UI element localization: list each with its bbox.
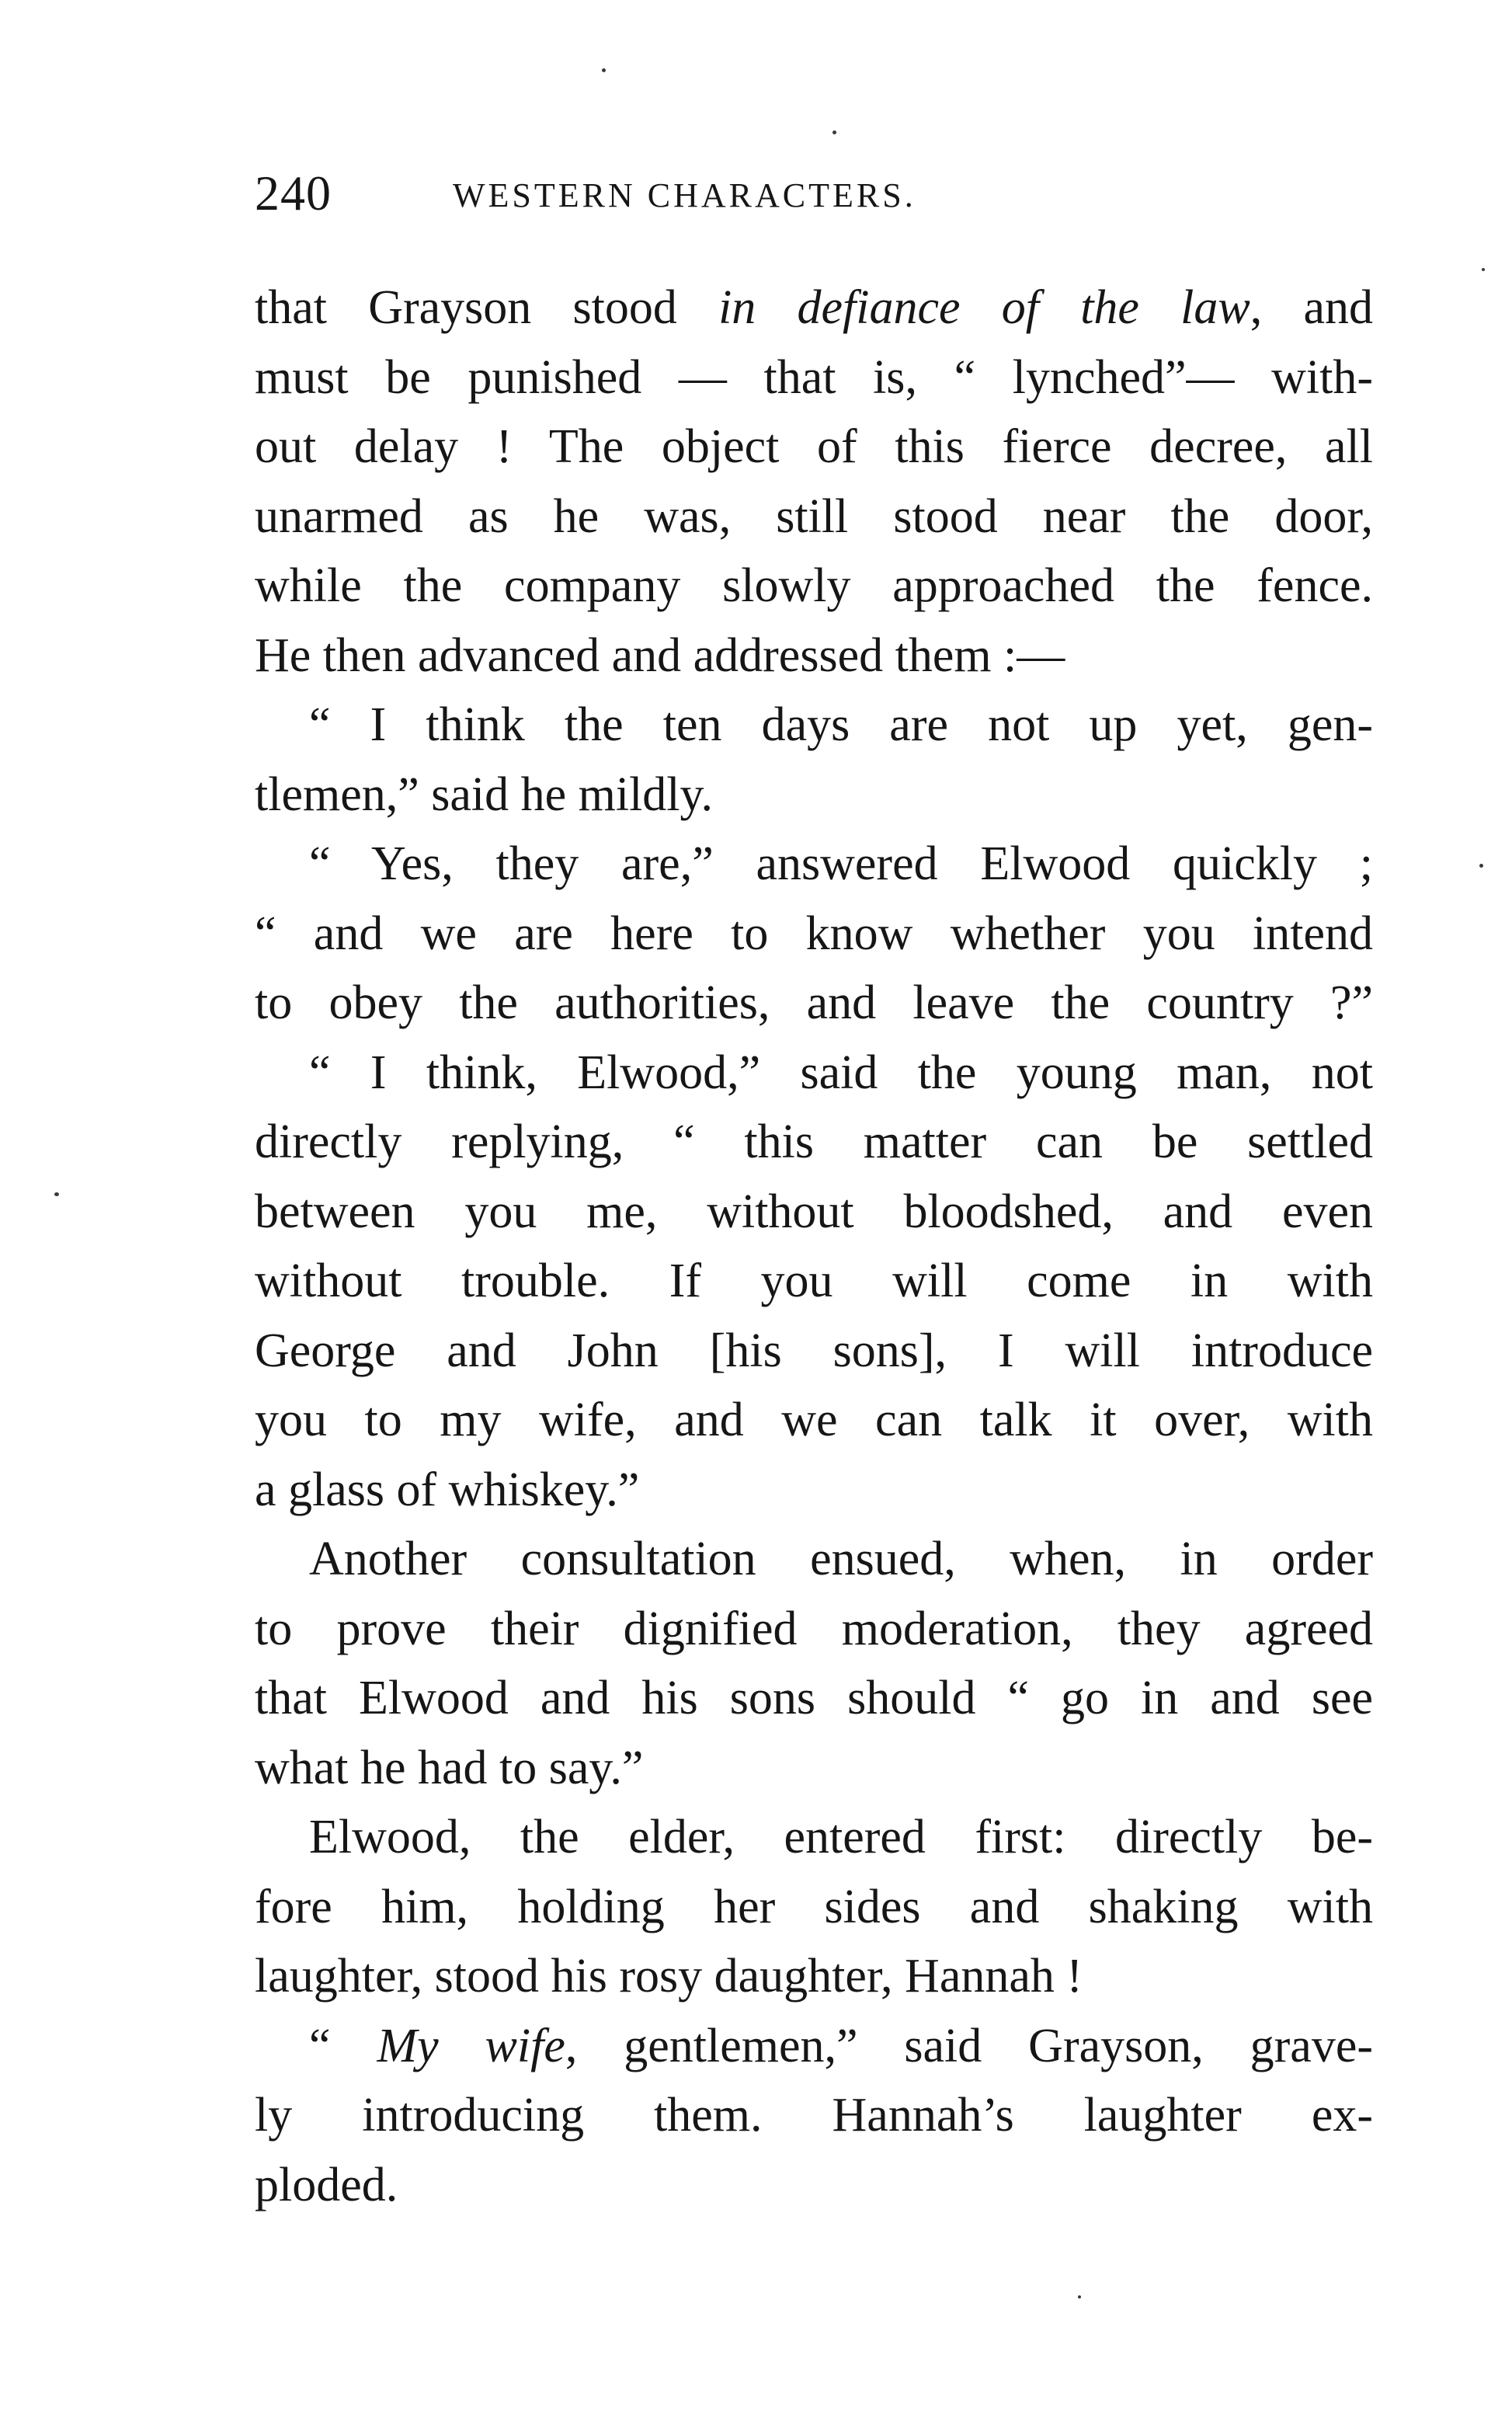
text-line: “ I think the ten days are not up yet, gen- bbox=[309, 698, 1373, 751]
text-line: that Grayson stood in defiance of the law, and bbox=[255, 281, 1374, 334]
text-line: unarmed as he was, still stood near the door, bbox=[255, 489, 1373, 543]
print-speck bbox=[832, 130, 836, 134]
text-line: must be punished — that is, “ lynched”— with- bbox=[255, 350, 1373, 404]
text-line: out delay ! The object of this fierce decree, all bbox=[255, 420, 1373, 473]
text-line: George and John [his sons], I will introduce bbox=[255, 1324, 1373, 1377]
text-line: “ Yes, they are,” answered Elwood quickly ; bbox=[309, 837, 1373, 890]
text-line: to prove their dignified moderation, they agreed bbox=[255, 1602, 1373, 1655]
text-line: to obey the authorities, and leave the country ?” bbox=[255, 976, 1373, 1029]
running-head: WESTERN CHARACTERS. bbox=[453, 176, 916, 214]
text-line: what he had to say.” bbox=[255, 1741, 644, 1794]
text-line: without trouble. If you will come in with bbox=[255, 1254, 1373, 1307]
print-speck bbox=[1078, 2295, 1081, 2298]
page-number: 240 bbox=[255, 165, 332, 221]
text-line: while the company slowly approached the fence. bbox=[255, 559, 1373, 612]
body-text bbox=[255, 273, 1373, 2220]
print-speck bbox=[602, 68, 606, 72]
text-line: you to my wife, and we can talk it over, with bbox=[255, 1394, 1373, 1446]
text-line: “ My wife, gentlemen,” said Grayson, grave- bbox=[309, 2019, 1373, 2072]
text-line: laughter, stood his rosy daughter, Hannah ! bbox=[255, 1950, 1083, 2003]
text-line: between you me, without bloodshed, and even bbox=[255, 1185, 1373, 1238]
text-line: ly introducing them. Hannah’s laughter ex- bbox=[255, 2089, 1373, 2142]
page-header bbox=[255, 165, 1373, 235]
text-line: a glass of whiskey.” bbox=[255, 1463, 640, 1516]
text-line: Another consultation ensued, when, in order bbox=[309, 1533, 1373, 1585]
text-line: Elwood, the elder, entered first: directly be- bbox=[309, 1811, 1373, 1863]
text-line: fore him, holding her sides and shaking with bbox=[255, 1880, 1373, 1933]
text-line: “ I think, Elwood,” said the young man, not bbox=[309, 1046, 1373, 1099]
print-speck bbox=[1482, 268, 1485, 271]
text-line: that Elwood and his sons should “ go in and see bbox=[255, 1672, 1373, 1724]
text-line: directly replying, “ this matter can be settled bbox=[255, 1115, 1373, 1168]
text-line: “ and we are here to know whether you intend bbox=[255, 906, 1373, 960]
text-line: He then advanced and addressed them :— bbox=[255, 628, 1065, 682]
text-line: tlemen,” said he mildly. bbox=[255, 767, 713, 821]
print-speck bbox=[54, 1192, 59, 1196]
text-line: ploded. bbox=[255, 2158, 398, 2211]
print-speck bbox=[1479, 864, 1483, 868]
